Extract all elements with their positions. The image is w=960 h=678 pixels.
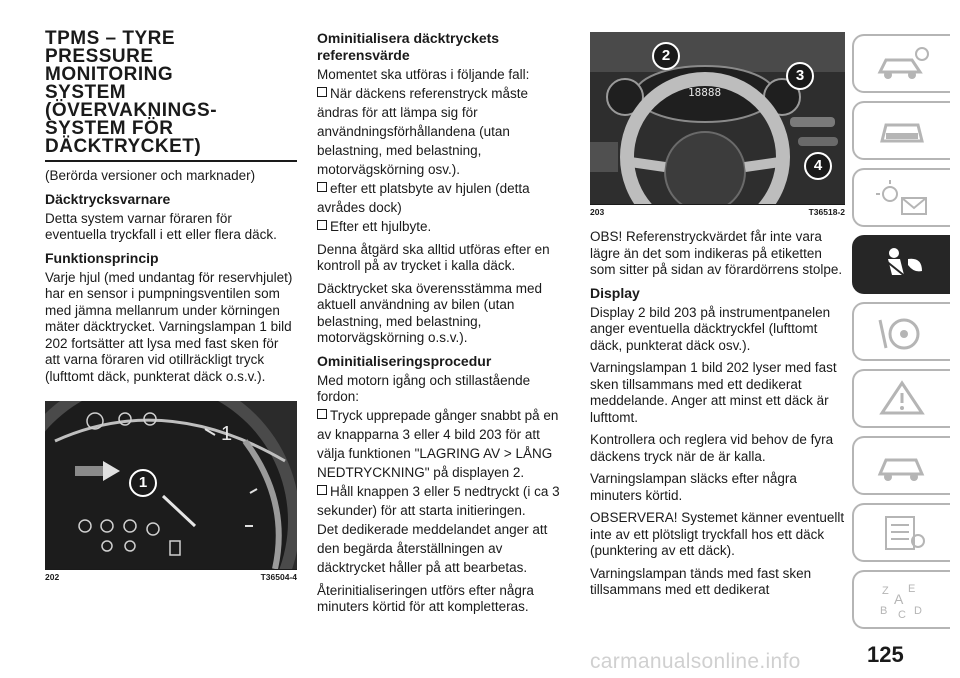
title-line: DÄCKTRYCKET) [45, 136, 202, 157]
warning-road-icon [872, 379, 932, 419]
figure-202-caption [45, 569, 297, 582]
figure-203-steering-wheel [590, 32, 845, 204]
heading-principle: Funktionsprincip [45, 249, 159, 266]
bullet-box-icon [317, 220, 327, 230]
bullet-box-icon [317, 182, 327, 192]
svg-text:D: D [914, 604, 922, 617]
bullet-item: Efter ett hjulbyte. [317, 217, 567, 236]
figure-202-dashboard-gauge [45, 401, 297, 569]
tab-car-info[interactable] [852, 34, 950, 93]
paragraph-note: OBSERVERA! Systemet känner eventuellt inte av ett plötsligt tryckfall hos ett däck (punktering av ett däck). [590, 510, 845, 558]
bullet-box-icon [317, 485, 327, 495]
column-right [590, 30, 845, 605]
tab-car-front[interactable] [852, 101, 950, 160]
tab-car-service[interactable] [852, 436, 950, 495]
steering-illustration [590, 32, 845, 204]
tab-lights-message[interactable] [852, 168, 950, 227]
paragraph-procedure-message: Det dedikerade meddelandet anger att den begärda återställningen av däcktrycket håller på att bearbetas. [317, 521, 548, 575]
title-line: SYSTEM FÖR [45, 118, 174, 139]
paragraph-note-continued: Varningslampan tänds med fast sken tillsammans med ett dedikerat [590, 565, 812, 597]
paragraph-principle: Varje hjul (med undantag för reservhjulet) har en sensor i pumpningsventilen som med jämna mellanrum under körningen mäter däcktrycket. Varningslampan 1 bild 202 fortsätter att lysa med fast sken för att varna föraren vid otillräckligt tryck (lufttomt däck, punkterat däck o.s.v.). [45, 269, 293, 384]
section-title [45, 30, 297, 162]
paragraph-warning: Detta system varnar föraren för eventuella tryckfall i ett eller flera däck. [45, 210, 277, 242]
paragraph-lamp-off: Varningslampan släcks efter några minuters körtid. [590, 471, 797, 503]
paragraph-lamp: Varningslampan 1 bild 202 lyser med fast sken tillsammans med ett dedikerat meddelande. Anger att minst ett däck är lufttomt. [590, 360, 837, 425]
figure-code: T36518-2 [808, 207, 845, 217]
figure-code: T36504-4 [260, 572, 297, 582]
paragraph-display: Display 2 bild 203 på instrumentpanelen anger eventuella däcktryckfel (lufttomt däck, punkterat däck osv.). [590, 304, 831, 353]
car-front-icon [872, 111, 932, 151]
paragraph-obs: OBS! Referenstryckvärdet får inte vara lägre än det som indikeras på etiketten som sitter på sidan av förardörrens stolpe. [590, 229, 843, 277]
svg-text:Z: Z [882, 584, 889, 597]
tab-warning-road[interactable] [852, 369, 950, 428]
scope-note: (Berörda versioner och marknader) [45, 168, 256, 183]
spec-sheet-icon [872, 513, 932, 553]
car-info-icon [872, 44, 932, 84]
tab-seat-airbag[interactable] [852, 235, 950, 294]
page-number: 125 [867, 642, 904, 667]
watermark: carmanualsonline.info [590, 650, 801, 673]
bullet-item: När däckens referenstryck måste ändras för att lämpa sig för användningsförhållandena (utan belastning, med belastning, motorvägskörning osv.). [317, 85, 529, 177]
heading-procedure: Ominitialiseringsprocedur [317, 352, 492, 369]
bullet-item: efter ett platsbyte av hjulen (detta avrådes dock) [317, 180, 530, 215]
bullet-box-icon [317, 87, 327, 97]
callout-3: 3 [786, 62, 814, 90]
paragraph-procedure-intro: Med motorn igång och stillastående fordon: [317, 372, 531, 404]
paragraph-cold-check: Denna åtgärd ska alltid utföras efter en kontroll på av trycket i kalla däck. [317, 241, 550, 273]
tab-spec-sheet[interactable] [852, 503, 950, 562]
column-left [45, 30, 297, 582]
paragraph-check: Kontrollera och reglera vid behov de fyra däckens tryck när de är kalla. [590, 432, 834, 464]
instrument-display-readout: 18888 [688, 86, 722, 99]
gauge-illustration [45, 401, 297, 569]
svg-text:C: C [898, 608, 906, 620]
svg-text:E: E [908, 582, 916, 595]
svg-text:B: B [880, 604, 888, 617]
figure-number: 203 [590, 207, 605, 217]
tab-index[interactable] [852, 570, 950, 629]
title-line: SYSTEM [45, 82, 127, 103]
index-letters-icon [872, 580, 932, 620]
chapter-tab-strip [852, 34, 950, 637]
bullet-item: Tryck upprepade gånger snabbt på en av knapparna 3 eller 4 bild 203 för att välja funktionen "LAGRING AV > LÅNG NEDTRYCKNING" på displayen 2. [317, 407, 559, 480]
paragraph-reference-intro: Momentet ska utföras i följande fall: [317, 67, 530, 82]
callout-2: 2 [652, 42, 680, 70]
gauge-digit: 1 [221, 423, 233, 445]
bullet-item: Håll knappen 3 eller 5 nedtryckt (i ca 3 sekunder) för att starta initieringen. [317, 483, 560, 518]
seat-airbag-icon [872, 245, 932, 285]
steering-wheel-icon [872, 312, 932, 352]
bullet-box-icon [317, 409, 327, 419]
paragraph-pressure-match: Däcktrycket ska överensstämma med aktuell användning av bilen (utan belastning, med belastning, motorvägskörning o.s.v.). [317, 280, 543, 345]
title-line: (ÖVERVAKNINGS- [45, 100, 218, 121]
title-line: TPMS – TYRE [45, 28, 176, 49]
heading-display: Display [590, 284, 640, 301]
tab-steering-wheel[interactable] [852, 302, 950, 361]
lights-message-icon [872, 178, 932, 218]
heading-reference: Ominitialisera däcktryckets referensvärde [317, 30, 500, 63]
heading-warning: Däcktrycksvarnare [45, 190, 171, 207]
figure-203-caption [590, 204, 845, 217]
title-line: PRESSURE [45, 46, 154, 67]
callout-4: 4 [804, 152, 832, 180]
paragraph-procedure-end: Återinitialiseringen utförs efter några minuters körtid för att kompletteras. [317, 582, 534, 614]
svg-text:A: A [894, 590, 904, 607]
callout-1: 1 [129, 469, 157, 497]
title-line: MONITORING [45, 64, 174, 85]
car-service-icon [872, 446, 932, 486]
column-middle [317, 30, 567, 622]
figure-number: 202 [45, 572, 60, 582]
